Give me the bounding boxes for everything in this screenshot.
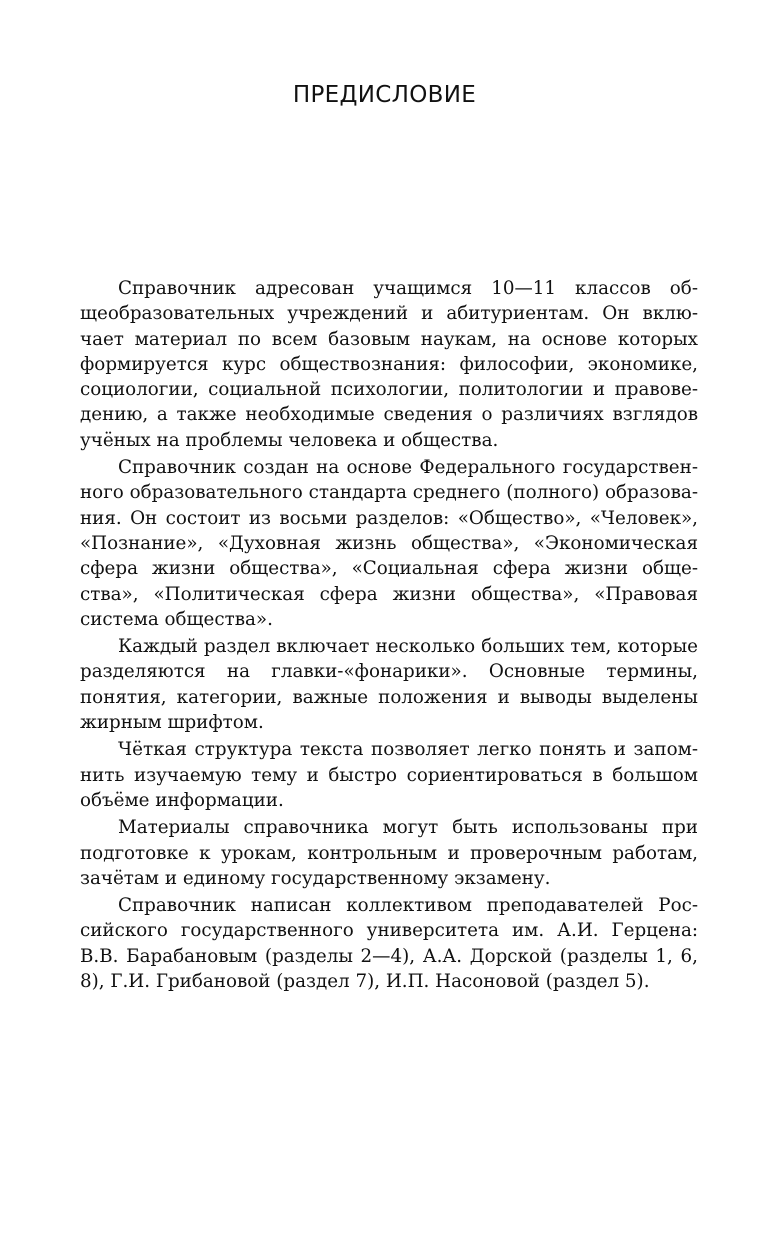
paragraph-intro: Справочник адресован учащимся 10—11 классов общеобразовательных учреждений и абитуриентам. Он включает материал по всем базовым наукам, на основе которых формируется курс обществознания: философии, экономике, социологии, социальной психологии, политологии и правоведению, а также необходимые сведения о различиях взглядов учёных на проблемы человека и общества. bbox=[80, 278, 698, 451]
page-title: ПРЕДИСЛОВИЕ bbox=[292, 82, 477, 108]
paragraph-sections: Каждый раздел включает несколько больших тем, которые разделяются на главки-«фонарики». Основные термины, понятия, категории, важные положения и выводы выделены жирным шрифтом. bbox=[80, 636, 698, 734]
paragraph-usage: Материалы справочника могут быть использованы при подготовке к урокам, контрольным и проверочным работам, зачётам и единому государственному экзамену. bbox=[80, 817, 698, 889]
paragraph-standard: Справочник создан на основе Федерального государственного образовательного стандарта среднего (полного) образования. Он состоит из восьми разделов: «Общество», «Человек», «Познание», «Духовная жизнь общества», «Экономическая сфера жизни общества», «Социальная сфера жизни общества», «Политическая сфера жизни общества», «Правовая система общества». bbox=[80, 457, 698, 630]
paragraph-authors: Справочник написан коллективом преподавателей Российского государственного университета им. А.И. Герцена: В.В. Барабановым (разделы 2—4), А.А. Дорской (разделы 1, 6, 8), Г.И. Грибановой (раздел 7), И.П. Насоновой (раздел 5). bbox=[80, 895, 698, 993]
preface-body bbox=[80, 276, 698, 996]
paragraph-structure: Чёткая структура текста позволяет легко понять и запомнить изучаемую тему и быстро сориентироваться в большом объёме информации. bbox=[80, 739, 698, 811]
